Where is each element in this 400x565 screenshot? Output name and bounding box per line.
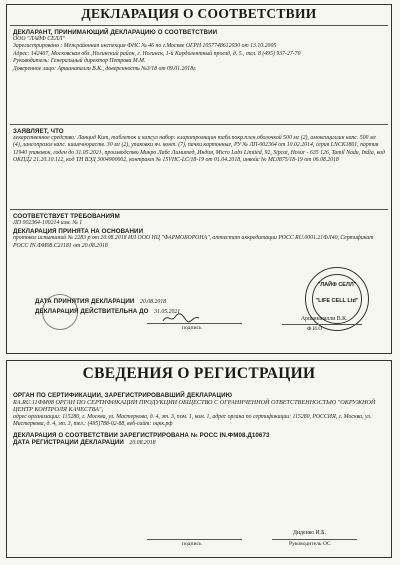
requirements-text: ЛП 002364-100214 изм. № 1 xyxy=(13,220,83,226)
valid-until-label: ДЕКЛАРАЦИЯ ДЕЙСТВИТЕЛЬНА ДО xyxy=(35,308,149,315)
claims-heading: ЗАЯВЛЯЕТ, ЧТО xyxy=(13,128,64,135)
declaration-title: ДЕКЛАРАЦИЯ О СООТВЕТСТВИИ xyxy=(81,6,317,21)
fio-caption: Ф.И.О xyxy=(307,326,323,332)
claims-text: лекарственное средство: Ланцид Кит, таблеток и капсул набор: кларитромицин табл.покр.плен.оболочкой 500 мг (2), амоксициллин капс. 500 мг (4), лансопразол капс. кишечнораств. 30 мг (2), упаковки яч. конт. (7), пачки картонные, РУ № ЛП-002364 от 10.02.2014, серия LNCK1801, партия 11940 упаковок, годен до 31.05.2021, производство Микро Лабс Лимитед, Индия, Micro Labs Limited, 92, Sipcot, Hosur - 635 126, Tamil Nadu, India, код ОКПД2 21.20.10.112, код ТН ВЭД 3004900002, контракт № 15VНС-LC/18-19 от 01.04.2018, инвойс № ML0875/18-19 от 06.08.2018 xyxy=(13,135,385,164)
reg-signer-name: Диденко И.Б. xyxy=(293,530,326,536)
sign-line xyxy=(147,323,242,324)
reg-sign-caption: подпись xyxy=(182,541,202,547)
declarant-heading: ДЕКЛАРАНТ, ПРИНИМАЮЩИЙ ДЕКЛАРАЦИЮ О СООТВЕТСТВИИ xyxy=(13,29,218,36)
basis-heading: ДЕКЛАРАЦИЯ ПРИНЯТА НА ОСНОВАНИИ xyxy=(13,228,144,236)
fio-line xyxy=(282,324,362,325)
date-accept-label: ДАТА ПРИНЯТИЯ ДЕКЛАРАЦИИ xyxy=(35,298,135,305)
basis-text: протокол испытаний № 2283 р от 20.08.2018 ИЛ ООО НЦ "ФАРМОБОРОНА", аттестат аккредитации РОСС RU.0001.21ФЛ40, Сертификат РОСС IN.ФМ08.С21181 от 20.08.2018 xyxy=(13,235,374,249)
declarant-proxy: Доверенное лицо: Аршанапалли В.К., доверенность №3/18 от 09.01.2018г. xyxy=(13,65,197,72)
org-text: RA.RU.11ФМ08 ОРГАН ПО СЕРТИФИКАЦИИ ПРОДУКЦИИ ОБЩЕСТВО С ОГРАНИЧЕННОЙ ОТВЕТСТВЕННОСТЬЮ "ОКРУЖНОЙ ЦЕНТР КОНТРОЛЯ КАЧЕСТВА", xyxy=(13,399,376,414)
declarant-director: Руководитель: Генеральный директор Петрова М.М. xyxy=(13,58,146,65)
stamp-text-en: "LIFE CELL Ltd" xyxy=(315,298,359,304)
registration-title: СВЕДЕНИЯ О РЕГИСТРАЦИИ xyxy=(82,365,316,382)
org-heading: ОРГАН ПО СЕРТИФИКАЦИИ, ЗАРЕГИСТРИРОВАВШИЙ ДЕКЛАРАЦИЮ xyxy=(13,392,233,399)
stamp-text-ru: "ЛАЙФ СЕЛЛ" xyxy=(317,282,357,288)
reg-date-value: 20.08.2018 xyxy=(129,439,156,446)
reg-date-label: ДАТА РЕГИСТРАЦИИ ДЕКЛАРАЦИИ xyxy=(13,438,124,446)
signer-name: Аршанапалли В.К. xyxy=(301,316,348,322)
reg-signer-role: Руководитель ОС xyxy=(289,541,331,547)
org-address: адрес организации: 115280, г. Москва, ул. Мастеркова, д. 4, эт. 3, пом. 1, ком. 1, адрес органа по сертификации: 115280, РОССИЯ, г. Москва, ул. Мастеркова, д. 4, эт. 3, тел.: (495)788-02-88, веб-сайт: оцкк.рф xyxy=(13,413,372,428)
valid-until-value: 31.05.2021 xyxy=(154,309,181,315)
reg-signer-line xyxy=(272,539,357,540)
sign-caption: подпись xyxy=(182,325,202,331)
declarant-registered: Зарегистрировано : Межрайонная инспекция ФНС № 46 по г.Москве ОГРН 1057748612030 от 13.10.2005 xyxy=(13,43,277,50)
reg-sign-line xyxy=(147,539,242,540)
declarant-section xyxy=(10,25,388,81)
claims-section xyxy=(10,124,388,176)
org-section xyxy=(10,389,388,473)
declaration-frame xyxy=(6,4,392,354)
declarant-address: Адрес: 142407, Московская обл.,Ногинский район, г. Ногинск, 1-й Кардолентный проезд, д. 5., тел. 8 (495) 937-27-70 xyxy=(13,50,301,57)
registration-frame xyxy=(6,360,392,558)
mp-stamp-outline xyxy=(42,294,78,330)
requirements-section xyxy=(10,209,388,249)
requirements-heading: СООТВЕТСТВУЕТ ТРЕБОВАНИЯМ xyxy=(13,213,120,220)
date-accept-value: 20.08.2018 xyxy=(139,299,167,305)
reg-date-row xyxy=(13,439,385,447)
declarant-name: ООО "ЛАЙФ СЕЛЛ" xyxy=(13,36,65,42)
reg-heading: ДЕКЛАРАЦИЯ О СООТВЕТСТВИИ ЗАРЕГИСТРИРОВАНА № РОСС IN.ФМ08.Д10673 xyxy=(13,431,270,439)
